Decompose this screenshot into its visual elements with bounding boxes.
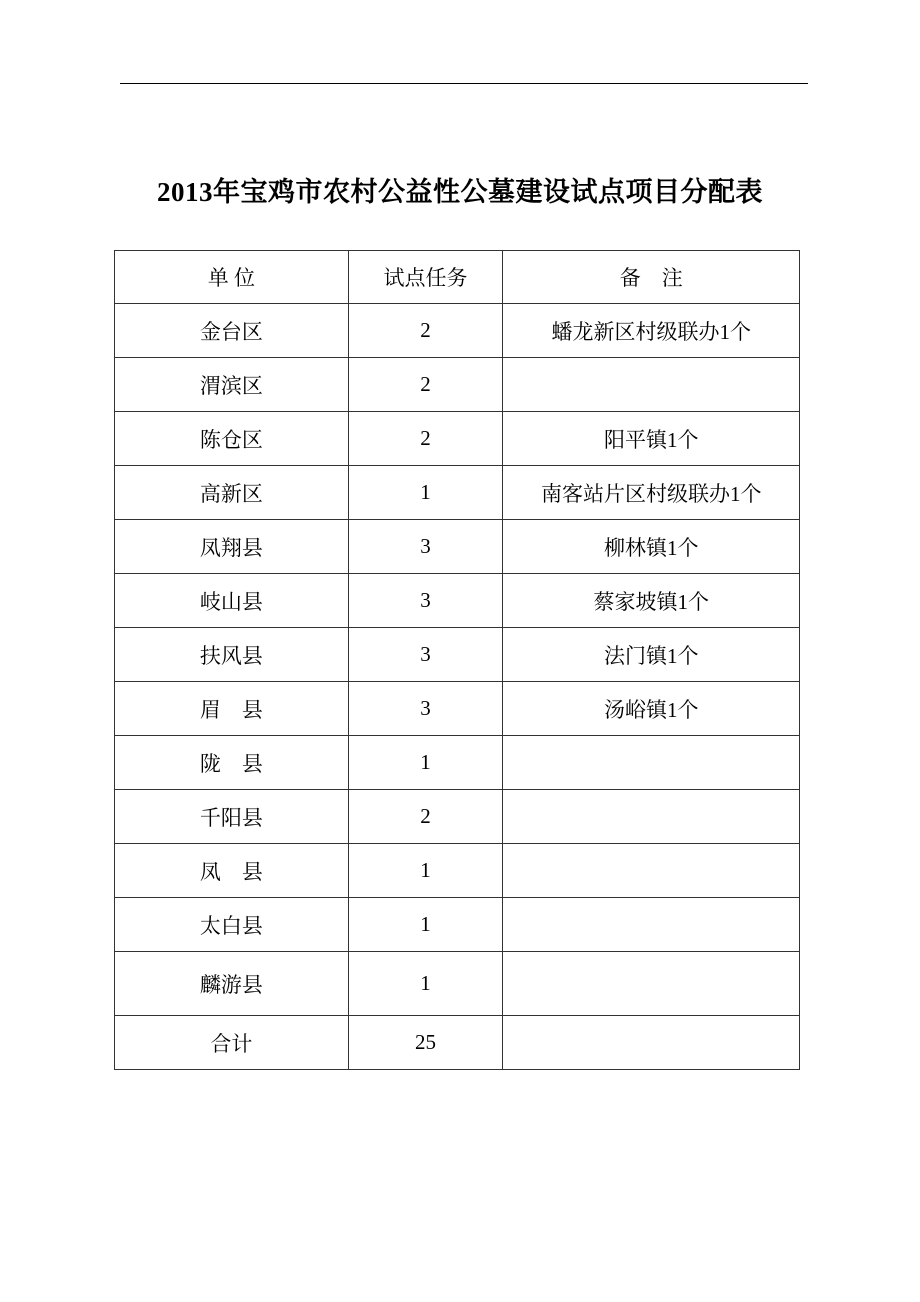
cell-tasks: 3	[348, 682, 503, 736]
cell-note	[503, 1016, 800, 1070]
cell-note: 蔡家坡镇1个	[503, 574, 800, 628]
cell-tasks: 1	[348, 736, 503, 790]
cell-note: 汤峪镇1个	[503, 682, 800, 736]
cell-unit: 扶风县	[115, 628, 349, 682]
header-note: 备 注	[503, 251, 800, 304]
table-row	[115, 358, 800, 412]
table-row	[115, 898, 800, 952]
table-row	[115, 574, 800, 628]
cell-tasks: 1	[348, 466, 503, 520]
header-rule	[120, 83, 808, 84]
total-row	[115, 1016, 800, 1070]
cell-tasks: 3	[348, 520, 503, 574]
cell-tasks: 1	[348, 898, 503, 952]
cell-unit: 太白县	[115, 898, 349, 952]
table-row	[115, 304, 800, 358]
cell-unit: 眉 县	[115, 682, 349, 736]
cell-note: 法门镇1个	[503, 628, 800, 682]
cell-note: 蟠龙新区村级联办1个	[503, 304, 800, 358]
table-row	[115, 466, 800, 520]
cell-note	[503, 736, 800, 790]
table-row	[115, 736, 800, 790]
cell-note	[503, 790, 800, 844]
cell-unit: 合计	[115, 1016, 349, 1070]
table-row	[115, 520, 800, 574]
cell-unit: 金台区	[115, 304, 349, 358]
cell-note	[503, 952, 800, 1016]
cell-unit: 高新区	[115, 466, 349, 520]
table-header-row	[115, 251, 800, 304]
allocation-table	[114, 250, 800, 1070]
cell-note	[503, 844, 800, 898]
table-row	[115, 682, 800, 736]
cell-unit: 凤翔县	[115, 520, 349, 574]
table-row	[115, 844, 800, 898]
cell-tasks: 2	[348, 358, 503, 412]
cell-tasks: 1	[348, 844, 503, 898]
table-row	[115, 412, 800, 466]
cell-tasks: 25	[348, 1016, 503, 1070]
cell-tasks: 2	[348, 790, 503, 844]
cell-unit: 凤 县	[115, 844, 349, 898]
header-tasks: 试点任务	[348, 251, 503, 304]
cell-tasks: 3	[348, 574, 503, 628]
cell-unit: 麟游县	[115, 952, 349, 1016]
cell-note	[503, 898, 800, 952]
cell-tasks: 3	[348, 628, 503, 682]
cell-tasks: 2	[348, 304, 503, 358]
cell-note: 南客站片区村级联办1个	[503, 466, 800, 520]
document-title: 2013年宝鸡市农村公益性公墓建设试点项目分配表	[157, 177, 763, 207]
header-unit: 单 位	[115, 251, 349, 304]
cell-tasks: 2	[348, 412, 503, 466]
cell-note	[503, 358, 800, 412]
cell-unit: 千阳县	[115, 790, 349, 844]
table-row	[115, 952, 800, 1016]
table-row	[115, 790, 800, 844]
cell-unit: 渭滨区	[115, 358, 349, 412]
cell-unit: 陇 县	[115, 736, 349, 790]
cell-unit: 岐山县	[115, 574, 349, 628]
cell-unit: 陈仓区	[115, 412, 349, 466]
cell-note: 柳林镇1个	[503, 520, 800, 574]
table-row	[115, 628, 800, 682]
cell-tasks: 1	[348, 952, 503, 1016]
cell-note: 阳平镇1个	[503, 412, 800, 466]
